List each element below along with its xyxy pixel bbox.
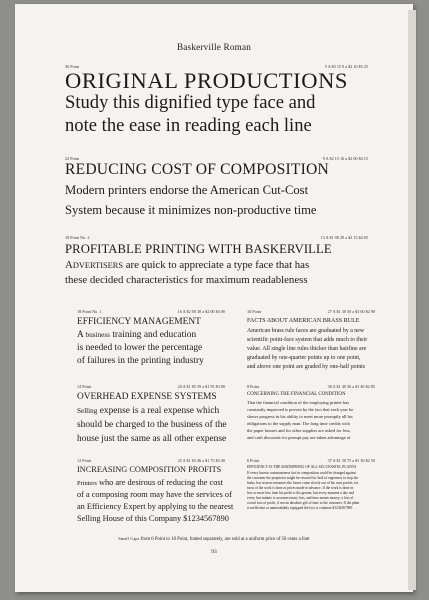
- specimen-18-no1-line-2: is needed to lower the percentage: [77, 343, 203, 353]
- size-label-18-no2: 18 Point No. 2: [65, 235, 90, 240]
- specimen-18-no2-caps: PROFITABLE PRINTING WITH BASKERVILLE: [65, 242, 332, 256]
- price-14: 20 A $1 85 39 a $1 95 $3 80: [177, 384, 225, 389]
- specimen-12-caps: INCREASING COMPOSITION PROFITS: [77, 465, 222, 474]
- page-title: Baskerville Roman: [176, 42, 252, 52]
- specimen-10-caps: FACTS ABOUT AMERICAN BRASS RULE: [247, 318, 360, 324]
- price-6: 37 A $1 30 75 a $1 30 $2 50: [327, 458, 375, 463]
- size-label-14: 14 Point: [77, 384, 92, 389]
- price-36: 5 A $3 15 9 a $2 10 $5 25: [324, 64, 368, 69]
- page-edge: [408, 10, 416, 590]
- specimen-6-line-3: leaks; but in most instances the losses come slowly out of his own pocket, for: [247, 481, 359, 485]
- specimen-14-line-3: house just the same as all other expense: [77, 434, 227, 444]
- price-8: 30 A $1 40 56 a $1 40 $2 85: [327, 384, 375, 389]
- size-label-10: 10 Point: [247, 309, 262, 314]
- specimen-8-caps: CONCERNING THE FINANCIAL CONDITION: [247, 392, 346, 397]
- specimen-24-line-1: Modern printers endorse the American Cut-Cost: [65, 183, 309, 197]
- specimen-14-caps: OVERHEAD EXPENSE SYSTEMS: [77, 392, 217, 402]
- price-18-no2: 13 A $1 90 29 a $2 15 $4 05: [320, 235, 368, 240]
- specimen-18-no1-caps: EFFICIENCY MANAGEMENT: [77, 317, 201, 327]
- specimen-6-line-2: the customer the proprietor might be rescued for lack of eagerness to stop the: [247, 476, 359, 480]
- specimen-24-line-2: System because it minimizes non-productive time: [65, 203, 317, 217]
- page-number: 93: [211, 549, 217, 555]
- specimen-12-line-4: Selling House of this Company $1234567890: [77, 514, 229, 523]
- specimen-36-caps: ORIGINAL PRODUCTIONS: [65, 68, 349, 93]
- price-12: 25 A $1 65 46 a $1 75 $3 40: [177, 458, 225, 463]
- specimen-18-no2-line-1: ADVERTISERS are quick to appreciate a type face that has: [65, 259, 310, 271]
- specimen-10-line-5: and above one point are graded by one-half points: [247, 364, 366, 370]
- specimen-8-line-6: and cash discounts for prompt pay are taken advantage of: [247, 435, 351, 440]
- specimen-12-line-3: an Efficiency Expert by applying to the nearest: [77, 502, 234, 511]
- specimen-8-line-4: obligations to the supply man. The long time credits with: [247, 421, 350, 426]
- price-24: 9 A $2 15 16 a $2 00 $4 15: [322, 156, 368, 161]
- specimen-6-line-4: most of the work is done at prices made in advance. If the work is done in: [247, 486, 354, 490]
- specimen-6-line-8: is inefficient or unmistakably equipped the loss is continue $1234567890: [247, 506, 353, 510]
- specimen-36-line-2: note the ease in reading each line: [65, 115, 312, 136]
- specimen-18-no1-line-3: of failures in the printing industry: [77, 356, 204, 366]
- size-label-36: 36 Point: [65, 64, 80, 69]
- price-18-no1: 16 A $2 00 30 a $2 00 $4 00: [177, 309, 225, 314]
- price-10: 27 A $1 30 50 a $1 60 $2 90: [327, 309, 375, 314]
- footnote: Small Caps from 6 Point to 18 Point, fonted separately, are sold at a uniform price of 50 cents a font: [118, 536, 310, 542]
- size-label-6: 6 Point: [247, 458, 259, 463]
- size-label-12: 12 Point: [77, 458, 92, 463]
- specimen-14-line-1: Selling expense is a real expense which: [77, 406, 220, 416]
- specimen-6-line-6: every lost minute is an unnecessary loss, and time means money; a loss of: [247, 496, 354, 500]
- specimen-8-line-2: constantly improved is proven by the fact that each year he: [247, 407, 354, 412]
- specimen-10-line-3: value. All single line rules thicker than hairline are: [247, 346, 367, 352]
- specimen-36-line-1: Study this dignified type face and: [65, 92, 316, 113]
- specimen-10-line-1: American brass rule faces are graduated by a new: [247, 328, 365, 334]
- size-label-8: 8 Point: [247, 384, 259, 389]
- specimen-10-line-4: graduated by one-quarter points up to one point,: [247, 355, 361, 361]
- catalog-page: [15, 4, 413, 592]
- specimen-6-line-7: a total loss of profit, if not an absolute gift of time to the customer. If the plant: [247, 501, 360, 505]
- specimen-18-no1-line-1: A business training and education: [77, 330, 197, 340]
- size-label-24: 24 Point: [65, 156, 80, 161]
- specimen-12-line-1: Printers who are desirous of reducing the cost: [77, 478, 223, 487]
- specimen-8-line-5: the paper houses and for other supplies are asked for less,: [247, 428, 351, 433]
- specimen-8-line-3: shows progress in his ability to meet more promptly all his: [247, 414, 353, 419]
- size-label-18-no1: 18 Point No. 1: [77, 309, 102, 314]
- specimen-24-caps: REDUCING COST OF COMPOSITION: [65, 161, 329, 178]
- specimen-10-line-2: scientific point-face system that adds much to their: [247, 337, 368, 343]
- specimen-18-no2-line-2: these decided characteristics for maximum readableness: [65, 274, 308, 286]
- specimen-14-line-2: should be charged to the business of the: [77, 420, 227, 430]
- specimen-6-line-1: If every known commonsense fact in composition could be changed against: [247, 471, 356, 475]
- specimen-6-line-5: less or more less time his profit is the greater, but every moment a day and: [247, 491, 355, 495]
- specimen-6-caps: EFFICIENCY IS THE MAINSPRING OF ALL SUCCESSFUL PLANTS: [247, 465, 357, 469]
- specimen-12-line-2: of a composing room may have the services of: [77, 490, 232, 499]
- specimen-8-line-1: That the financial condition of the employing printer has: [247, 400, 349, 405]
